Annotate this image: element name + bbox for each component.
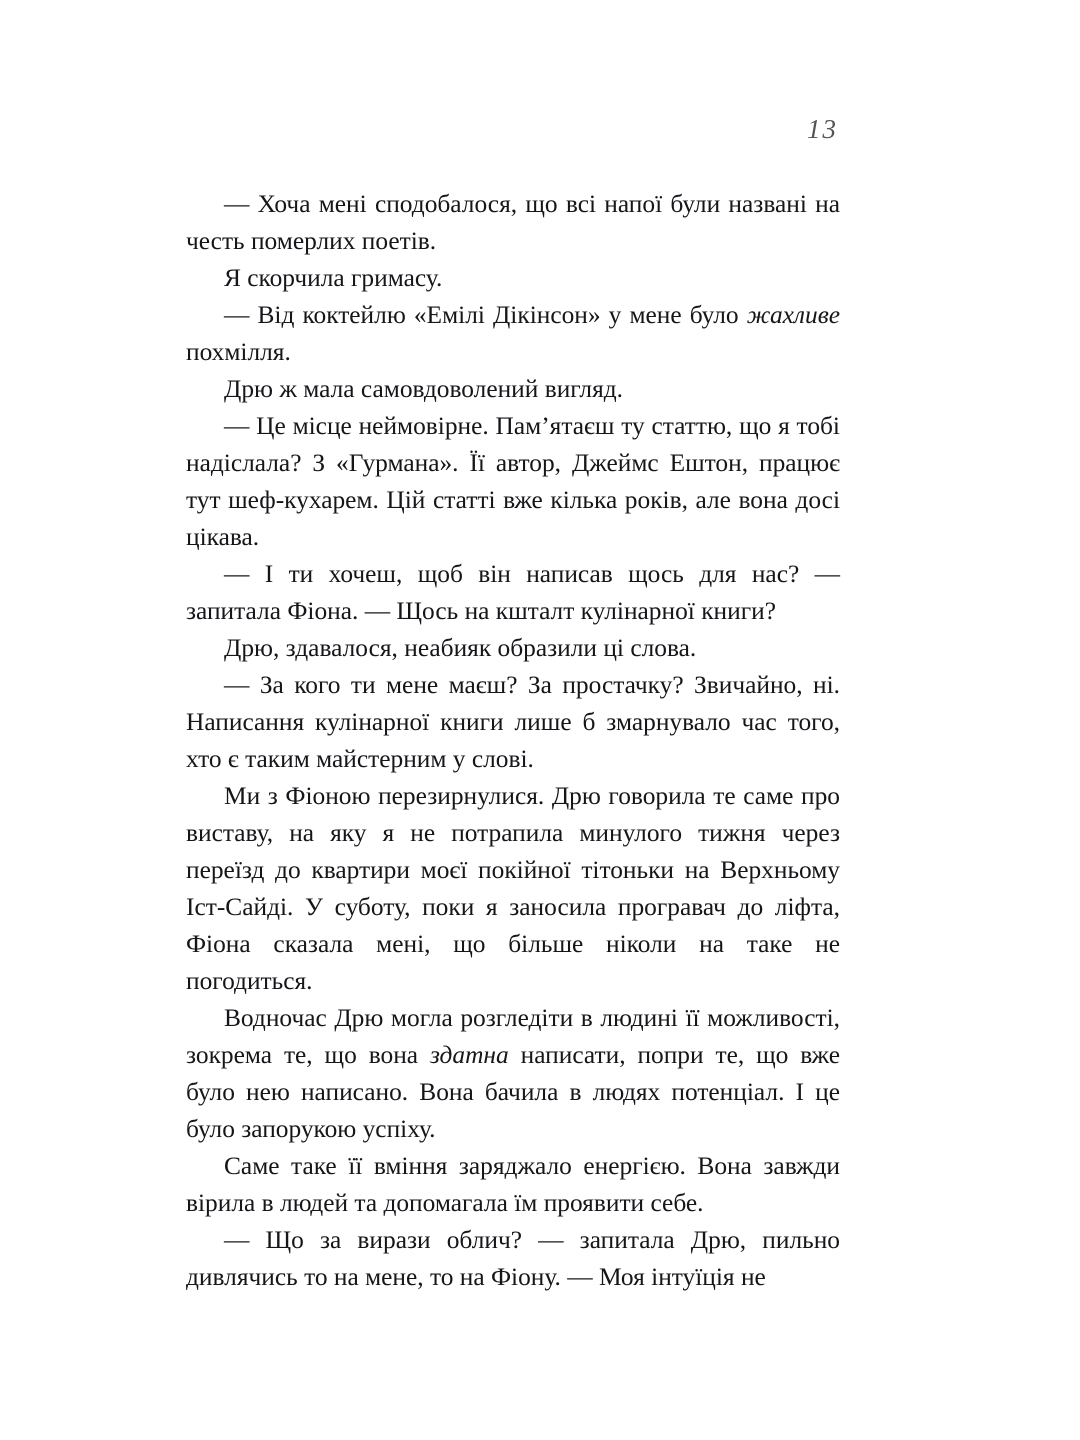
page-number: 13 bbox=[807, 114, 838, 144]
emphasis-text: жахливе bbox=[746, 301, 840, 329]
paragraph-text: — Що за вирази облич? — запитала Дрю, пильно дивлячись то на мене, то на Фіону. — Моя інтуїція не bbox=[186, 1226, 840, 1291]
paragraph bbox=[186, 556, 840, 630]
paragraph-text: Ми з Фіоною перезирнулися. Дрю говорила те саме про виставу, на яку я не потрапила минулого тижня через переїзд до квартири моєї покійної тітоньки на Верхньому Іст-Сайді. У суботу, поки я заносила програвач до ліфта, Фіона сказала мені, що більше ніколи на таке не погодиться. bbox=[186, 782, 840, 995]
paragraph-text: Саме таке її вміння заряджало енергією. Вона завжди вірила в людей та допомагала їм проявити себе. bbox=[186, 1152, 840, 1217]
paragraph bbox=[186, 1148, 840, 1222]
paragraph bbox=[186, 630, 840, 667]
paragraph-text: — Це місце неймовірне. Пам’ятаєш ту статтю, що я тобі надіслала? З «Гурмана». Її автор, Джеймс Ештон, працює тут шеф-кухарем. Цій статті вже кілька років, але вона досі цікава. bbox=[186, 412, 840, 551]
paragraph bbox=[186, 297, 840, 371]
paragraph-text: — За кого ти мене маєш? За простачку? Звичайно, ні. Написання кулінарної книги лише б змарнувало час того, хто є таким майстерним у слові. bbox=[186, 671, 840, 773]
paragraph bbox=[186, 778, 840, 1000]
paragraph bbox=[186, 186, 840, 260]
paragraph-text: Дрю, здавалося, неабияк образили ці слова. bbox=[224, 634, 697, 662]
paragraph bbox=[186, 408, 840, 556]
paragraph-text: — І ти хочеш, щоб він написав щось для нас? — запитала Фіона. — Щось на кшталт кулінарної книги? bbox=[186, 560, 840, 625]
paragraph bbox=[186, 260, 840, 297]
paragraph bbox=[186, 1000, 840, 1148]
paragraph-text-after: похмілля. bbox=[186, 338, 291, 366]
paragraph-text-before: Водночас Дрю могла розгледіти в людині її можливості, зокрема те, що вона bbox=[186, 1004, 840, 1069]
paragraph bbox=[186, 371, 840, 408]
paragraph bbox=[186, 667, 840, 778]
paragraph-text: Я скорчила гримасу. bbox=[224, 264, 443, 292]
paragraph bbox=[186, 1222, 840, 1296]
paragraph-text: Дрю ж мала самовдоволений вигляд. bbox=[224, 375, 624, 403]
body-text-block bbox=[186, 186, 840, 1296]
paragraph-text: — Хоча мені сподобалося, що всі напої були названі на честь померлих поетів. bbox=[186, 190, 840, 255]
paragraph-text-before: — Від коктейлю «Емілі Дікінсон» у мене було bbox=[224, 301, 747, 329]
emphasis-text: здатна bbox=[429, 1041, 509, 1069]
paragraph-text-after: написати, попри те, що вже було нею написано. Вона бачила в людях потенціал. І це було запорукою успіху. bbox=[186, 1041, 840, 1143]
